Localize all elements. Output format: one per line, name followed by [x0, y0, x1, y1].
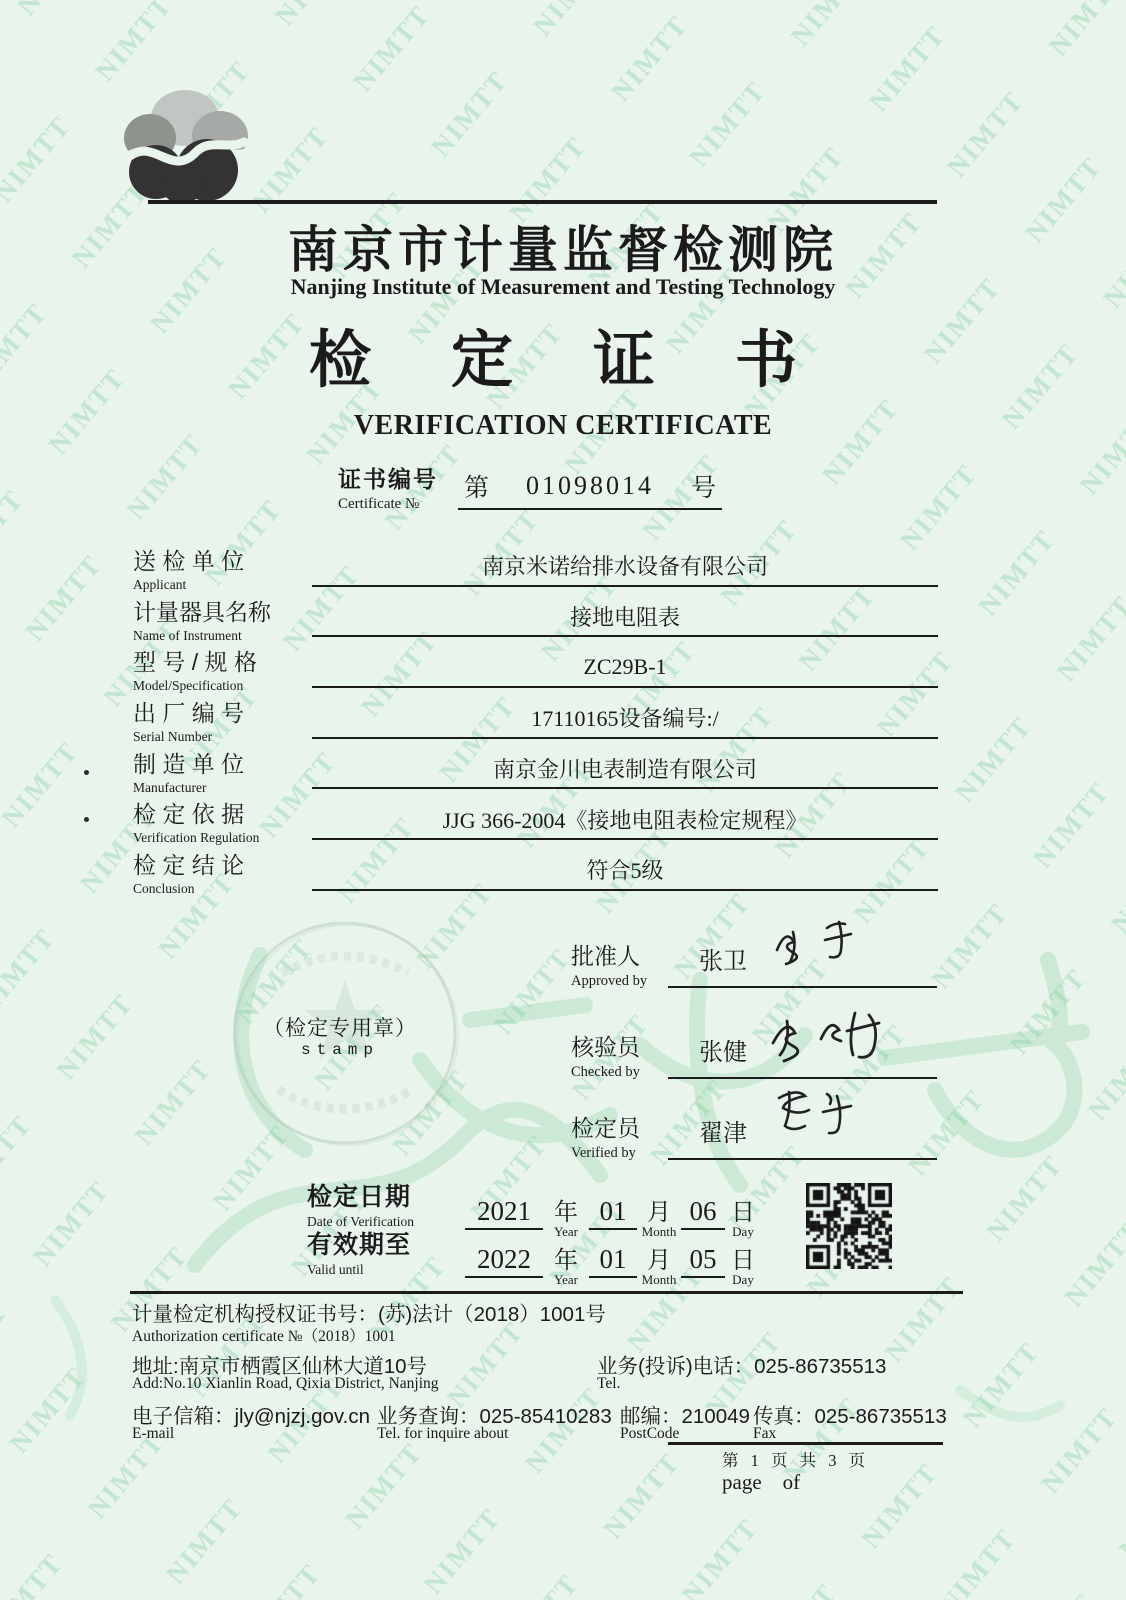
- signature-underline: [668, 986, 937, 988]
- field-label: [133, 695, 244, 745]
- field-label-en: Conclusion: [133, 881, 195, 897]
- unit-day: [725, 1248, 761, 1287]
- field-value: 南京金川电表制造有限公司: [312, 749, 938, 789]
- signature-label-cn: 批准人: [571, 943, 640, 969]
- unit-year: [543, 1200, 589, 1239]
- field-value: 南京米诺给排水设备有限公司: [312, 547, 938, 587]
- scan-speck: [84, 817, 89, 822]
- certificate-number: 01098014: [526, 471, 654, 500]
- field-label-en: Model/Specification: [133, 678, 244, 694]
- unit-month: [637, 1200, 681, 1239]
- field-value: JJG 366-2004《接地电阻表检定规程》: [312, 800, 938, 840]
- header-rule: [148, 200, 937, 204]
- field-label-cn: 送 检 单 位: [133, 548, 245, 574]
- certificate-no-prefix: 第: [464, 474, 490, 502]
- field-value: 17110165设备编号:/: [312, 699, 938, 739]
- field-label-cn: 出 厂 编 号: [133, 700, 245, 727]
- institute-name-en: Nanjing Institute of Measurement and Testing Technology: [290, 274, 836, 299]
- certificate-no-line: [458, 464, 722, 510]
- date-label-en: Date of Verification: [307, 1214, 414, 1229]
- date-label-en: Valid until: [307, 1262, 364, 1277]
- signature-ink-verifier: [763, 1082, 903, 1142]
- field-label-cn: 计量器具名称: [133, 598, 271, 625]
- unit-month-en: Month: [641, 1223, 677, 1239]
- authorization-cn: 计量检定机构授权证书号：(苏)法计（2018）1001号: [132, 1303, 606, 1326]
- field-row-applicant: [133, 542, 938, 593]
- unit-month-cn: 月: [647, 1198, 671, 1226]
- institute-logo-icon: [110, 86, 260, 204]
- certificate-no-suffix: 号: [690, 474, 716, 502]
- unit-month: [637, 1248, 681, 1287]
- postcode-cn: 邮编：210049: [620, 1405, 750, 1428]
- signature-underline: [668, 1077, 937, 1079]
- field-label-cn: 型 号 / 规 格: [133, 649, 257, 676]
- postcode-en: PostCode: [620, 1425, 680, 1442]
- field-value: 接地电阻表: [312, 597, 938, 637]
- signature-label-cn: 核验员: [571, 1034, 640, 1060]
- email-en: E-mail: [132, 1425, 175, 1442]
- field-label-cn: 制 造 单 位: [133, 750, 245, 777]
- date-row-valid-until: [307, 1231, 761, 1287]
- certificate-title-en: VERIFICATION CERTIFICATE: [353, 410, 773, 441]
- certificate-no-label-en: Certificate №: [338, 496, 420, 512]
- unit-day-cn: 日: [731, 1198, 755, 1226]
- unit-day: [725, 1200, 761, 1239]
- pagination-rule: [668, 1442, 943, 1445]
- field-label: [133, 644, 257, 694]
- stamp-note-cn: （检定专用章）: [263, 1017, 417, 1040]
- unit-day-en: Day: [732, 1223, 754, 1239]
- qr-code: [806, 1183, 892, 1269]
- unit-year-en: Year: [554, 1271, 578, 1287]
- field-row-manufacturer: [133, 745, 938, 796]
- field-label-cn: 检 定 依 据: [133, 801, 245, 828]
- field-label-en: Manufacturer: [133, 779, 207, 795]
- field-label-en: Serial Number: [133, 729, 213, 745]
- field-label: [133, 847, 244, 897]
- fax-en: Fax: [753, 1425, 777, 1442]
- signer-name: 翟津: [699, 1120, 747, 1147]
- signer-name: 张健: [699, 1039, 747, 1066]
- inquiry-cn: 业务查询：025-85410283: [377, 1405, 612, 1428]
- signature-label-cn: 检定员: [571, 1115, 640, 1141]
- date-label: [307, 1177, 465, 1230]
- valid-until-day: 05: [681, 1242, 725, 1278]
- field-label-en: Name of Instrument: [133, 627, 242, 643]
- stamp-note-en: stamp: [300, 1041, 379, 1059]
- unit-year-en: Year: [554, 1223, 578, 1239]
- footer-separator: [130, 1291, 963, 1294]
- date-label: [307, 1225, 465, 1278]
- signature-row-approver: [571, 938, 937, 1008]
- valid-until-month: 01: [589, 1242, 637, 1278]
- field-label: [133, 746, 244, 796]
- inquiry-en: Tel. for inquire about: [377, 1425, 509, 1442]
- signature-underline: [668, 1158, 937, 1160]
- institute-name-cn: 南京市计量监督检测院: [288, 222, 838, 278]
- field-row-conclusion: [133, 846, 938, 897]
- fax-cn: 传真：025-86735513: [753, 1405, 947, 1428]
- unit-day-en: Day: [732, 1271, 754, 1287]
- field-label-cn: 检 定 结 论: [133, 852, 245, 879]
- field-label: [133, 594, 271, 644]
- unit-month-en: Month: [641, 1271, 677, 1287]
- email-cn: 电子信箱：jly@njzj.gov.cn: [132, 1405, 371, 1428]
- tel-en: Tel.: [597, 1375, 621, 1392]
- field-row-model: [133, 643, 938, 694]
- certificate-no-label: [338, 461, 438, 513]
- field-row-serial-number: [133, 694, 938, 745]
- valid-until-year: 2022: [465, 1242, 543, 1278]
- certificate-no-label-cn: 证书编号: [338, 466, 438, 492]
- signature-label-en: Approved by: [571, 973, 648, 989]
- field-value: ZC29B-1: [312, 648, 938, 688]
- signature-ink-approver: [763, 910, 903, 972]
- signature-ink-checker: [763, 1001, 923, 1071]
- tel-cn: 业务(投诉)电话：025-86735513: [597, 1355, 887, 1378]
- signature-label-en: Checked by: [571, 1064, 640, 1080]
- verification-year: 2021: [465, 1194, 543, 1230]
- field-value: 符合5级: [312, 851, 938, 891]
- verification-month: 01: [589, 1194, 637, 1230]
- authorization-en: Authorization certificate №（2018）1001: [132, 1328, 396, 1345]
- signer-name: 张卫: [699, 948, 747, 975]
- field-row-regulation: [133, 795, 938, 846]
- unit-year-cn: 年: [554, 1198, 578, 1226]
- field-label-en: Verification Regulation: [133, 830, 260, 846]
- field-table: [133, 542, 938, 897]
- field-row-instrument-name: [133, 593, 938, 644]
- verification-day: 06: [681, 1194, 725, 1230]
- pagination-cn: 第 1 页 共 3 页: [722, 1451, 870, 1470]
- pagination-en: page of: [722, 1470, 801, 1494]
- address-cn: 地址:南京市栖霞区仙林大道10号: [132, 1355, 427, 1378]
- date-row-verification: [307, 1183, 761, 1239]
- date-label-cn: 有效期至: [307, 1231, 412, 1259]
- signature-row-verifier: [571, 1110, 937, 1180]
- field-label-en: Applicant: [133, 577, 187, 592]
- unit-year-cn: 年: [554, 1246, 578, 1274]
- field-label: [133, 796, 259, 846]
- unit-month-cn: 月: [647, 1246, 671, 1274]
- scan-speck: [84, 770, 89, 775]
- address-en: Add:No.10 Xianlin Road, Qixia District, Nanjing: [132, 1375, 439, 1392]
- field-label: [133, 543, 244, 593]
- signature-label-en: Verified by: [571, 1145, 636, 1161]
- unit-day-cn: 日: [731, 1246, 755, 1274]
- unit-year: [543, 1248, 589, 1287]
- certificate-title-cn: 检定证书: [308, 326, 877, 395]
- date-label-cn: 检定日期: [307, 1183, 412, 1211]
